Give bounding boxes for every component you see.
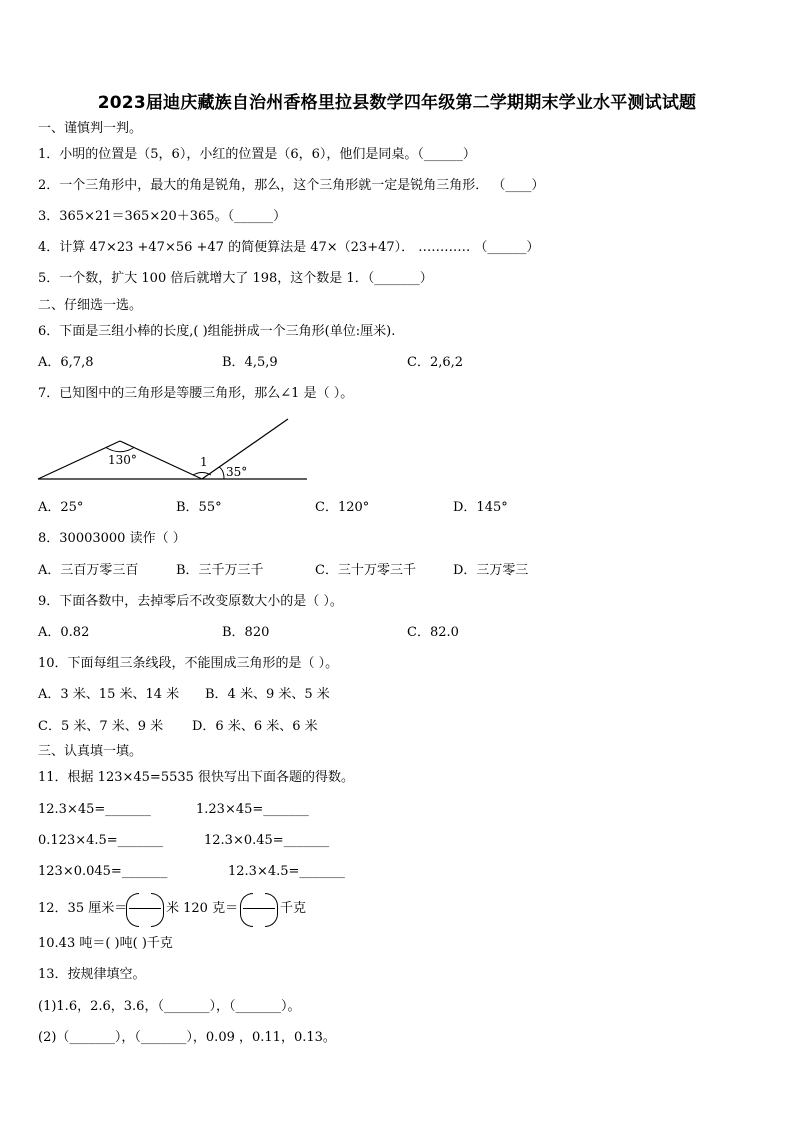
question-8-option-c: C．三十万零三千 <box>315 563 416 578</box>
question-12-part-1: 12．35 厘米＝ <box>38 901 128 916</box>
question-10-option-b: B．4 米、9 米、5 米 <box>205 687 330 702</box>
question-12-part-2: 米 120 克＝ <box>166 901 239 916</box>
question-9-option-c: C．82.0 <box>407 625 459 640</box>
question-6-option-b: B．4,5,9 <box>222 355 278 370</box>
question-6-option-a: A．6,7,8 <box>38 355 94 370</box>
question-8-option-a: A．三百万零三百 <box>38 563 139 578</box>
section-heading-2: 二、仔细选一选。 <box>38 298 143 313</box>
question-13-line-2: (2)（_______），（_______），0.09 ，0.11，0.13。 <box>38 1030 336 1045</box>
question-11-stem: 11．根据 123×45=5535 很快写出下面各题的得数。 <box>38 770 355 785</box>
section-heading-1: 一、谨慎判一判。 <box>38 121 143 136</box>
fraction-blank[interactable] <box>240 893 278 925</box>
angle-35-arc <box>219 467 224 479</box>
question-2: 2．一个三角形中，最大的角是锐角，那么，这个三角形就一定是锐角三角形． （____） <box>38 178 545 193</box>
question-9-option-b: B．820 <box>222 625 270 640</box>
question-13-line-1: (1)1.6，2.6，3.6，（_______），（_______）。 <box>38 999 301 1014</box>
question-9-option-a: A．0.82 <box>38 625 90 640</box>
question-11-item: 12.3×45=_______ <box>38 802 151 817</box>
question-6-option-c: C．2,6,2 <box>407 355 464 370</box>
question-5: 5．一个数，扩大 100 倍后就增大了 198，这个数是 1．（_______） <box>38 271 433 286</box>
question-12-line-2: 10.43 吨＝( )吨( )千克 <box>38 936 173 951</box>
section-heading-3: 三、认真填一填。 <box>38 744 143 759</box>
question-8-option-b: B．三千万三千 <box>176 563 264 578</box>
question-10-option-c: C．5 米、7 米、9 米 <box>38 719 164 734</box>
question-9-stem: 9．下面各数中，去掉零后不改变原数大小的是（ ）。 <box>38 594 343 609</box>
question-7-option-b: B．55° <box>176 500 222 515</box>
question-3: 3．365×21＝365×20＋365。（______） <box>38 209 287 224</box>
angle-label-35: 35° <box>226 465 248 479</box>
question-13-stem: 13．按规律填空。 <box>38 967 146 982</box>
question-11-item: 12.3×0.45=_______ <box>204 833 330 848</box>
angle-label-130: 130° <box>108 453 137 467</box>
apex-angle-arc <box>106 448 134 452</box>
question-8-stem: 8．30003000 读作（ ） <box>38 531 186 546</box>
question-11-item: 0.123×4.5=_______ <box>38 833 164 848</box>
question-7-stem: 7．已知图中的三角形是等腰三角形，那么∠1 是（ ）。 <box>38 386 354 401</box>
fraction-blank[interactable] <box>126 893 164 925</box>
question-7-option-c: C．120° <box>315 500 370 515</box>
question-4: 4．计算 47×23 +47×56 +47 的简便算法是 47×（23+47）． ………… （______） <box>38 240 540 255</box>
question-11-item: 123×0.045=_______ <box>38 864 168 879</box>
question-11-item: 12.3×4.5=_______ <box>228 864 345 879</box>
question-10-option-a: A．3 米、15 米、14 米 <box>38 687 180 702</box>
question-12-part-3: 千克 <box>280 901 307 916</box>
question-10-stem: 10．下面每组三条线段，不能围成三角形的是（ ）。 <box>38 656 339 671</box>
question-7-option-a: A．25° <box>38 500 84 515</box>
question-10-option-d: D．6 米、6 米、6 米 <box>192 719 318 734</box>
question-1: 1．小明的位置是（5，6），小红的位置是（6，6），他们是同桌。（______） <box>38 147 476 162</box>
page-title: 2023届迪庆藏族自治州香格里拉县数学四年级第二学期期末学业水平测试试题 <box>97 93 697 113</box>
question-8-option-d: D．三万零三 <box>453 563 529 578</box>
question-11-item: 1.23×45=_______ <box>196 802 309 817</box>
question-7-option-d: D．145° <box>453 500 508 515</box>
isosceles-triangle-figure <box>30 410 320 485</box>
angle-label-1: 1 <box>200 455 208 469</box>
question-6-stem: 6．下面是三组小棒的长度,( )组能拼成一个三角形(单位:厘米). <box>38 324 396 339</box>
